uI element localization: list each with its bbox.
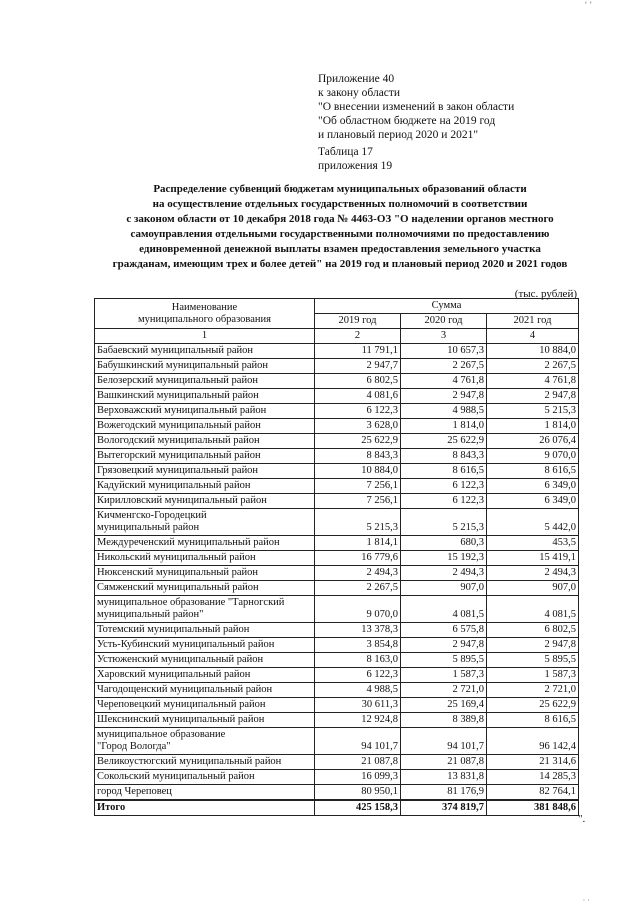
municipality-name: Бабаевский муниципальный район [95, 344, 315, 359]
table-row [95, 581, 579, 596]
amount-2021: 5 215,3 [487, 404, 579, 419]
municipality-name: Кирилловский муниципальный район [95, 494, 315, 509]
total-2019: 425 158,3 [315, 800, 401, 816]
amount-2019: 4 081,6 [315, 389, 401, 404]
table-row [95, 698, 579, 713]
subsidy-table [94, 298, 579, 816]
title-line: самоуправления отдельными государственными полномочиями по предоставлению [130, 228, 550, 240]
annex-line: к закону области [318, 87, 401, 99]
table-row [95, 464, 579, 479]
table-row [95, 404, 579, 419]
header-year-2020: 2020 год [401, 314, 487, 329]
amount-2020: 25 169,4 [401, 698, 487, 713]
amount-2021: 4 081,5 [487, 596, 579, 623]
amount-2019: 10 884,0 [315, 464, 401, 479]
table-row [95, 653, 579, 668]
amount-2020: 4 081,5 [401, 596, 487, 623]
municipality-name: Бабушкинский муниципальный район [95, 359, 315, 374]
title-line: гражданам, имеющим трех и более детей" на 2019 год и плановый период 2020 и 2021 годов [112, 258, 568, 270]
municipality-name: Устюженский муниципальный район [95, 653, 315, 668]
header-year-2021: 2021 год [487, 314, 579, 329]
table-row [95, 359, 579, 374]
amount-2019: 6 122,3 [315, 668, 401, 683]
amount-2020: 4 988,5 [401, 404, 487, 419]
municipality-name: Чагодощенский муниципальный район [95, 683, 315, 698]
amount-2020: 2 947,8 [401, 389, 487, 404]
total-2020: 374 819,7 [401, 800, 487, 816]
amount-2020: 6 575,8 [401, 623, 487, 638]
table-row [95, 683, 579, 698]
amount-2020: 5 215,3 [401, 509, 487, 536]
amount-2019: 8 163,0 [315, 653, 401, 668]
municipality-name: город Череповец [95, 785, 315, 801]
table-row [95, 638, 579, 653]
amount-2021: 5 442,0 [487, 509, 579, 536]
amount-2020: 10 657,3 [401, 344, 487, 359]
municipality-name: Кичменгско-Городецкий муниципальный район [95, 509, 315, 536]
amount-2020: 25 622,9 [401, 434, 487, 449]
amount-2021: 25 622,9 [487, 698, 579, 713]
amount-2019: 3 854,8 [315, 638, 401, 653]
page-foot-mark: · · [582, 896, 590, 905]
amount-2021: 10 884,0 [487, 344, 579, 359]
annex-block [318, 72, 514, 173]
municipality-name: Череповецкий муниципальный район [95, 698, 315, 713]
amount-2019: 11 791,1 [315, 344, 401, 359]
amount-2020: 680,3 [401, 536, 487, 551]
table-row [95, 623, 579, 638]
amount-2019: 5 215,3 [315, 509, 401, 536]
amount-2019: 2 494,3 [315, 566, 401, 581]
title-line: единовременной денежной выплаты взамен предоставления земельного участка [139, 243, 541, 255]
amount-2021: 26 076,4 [487, 434, 579, 449]
amount-2021: 82 764,1 [487, 785, 579, 801]
amount-2019: 21 087,8 [315, 755, 401, 770]
amount-2021: 21 314,6 [487, 755, 579, 770]
amount-2020: 6 122,3 [401, 494, 487, 509]
table-row [95, 596, 579, 623]
amount-2020: 15 192,3 [401, 551, 487, 566]
municipality-name: Междуреченский муниципальный район [95, 536, 315, 551]
amount-2019: 80 950,1 [315, 785, 401, 801]
table-body [95, 344, 579, 801]
document-title [95, 182, 585, 272]
annex-line: "Об областном бюджете на 2019 год [318, 115, 496, 127]
amount-2020: 81 176,9 [401, 785, 487, 801]
amount-2020: 8 843,3 [401, 449, 487, 464]
table-row [95, 344, 579, 359]
amount-2021: 2 721,0 [487, 683, 579, 698]
amount-2019: 6 122,3 [315, 404, 401, 419]
amount-2021: 1 587,3 [487, 668, 579, 683]
amount-2020: 2 267,5 [401, 359, 487, 374]
amount-2020: 4 761,8 [401, 374, 487, 389]
page-corner-mark: ‘ ’ [584, 0, 592, 9]
municipality-name: муниципальное образование "Тарногский муниципальный район" [95, 596, 315, 623]
amount-2020: 2 494,3 [401, 566, 487, 581]
amount-2021: 8 616,5 [487, 713, 579, 728]
amount-2020: 1 587,3 [401, 668, 487, 683]
annex-line: и плановый период 2020 и 2021" [318, 129, 479, 141]
annex-line: Приложение 40 [318, 73, 395, 85]
amount-2021: 6 802,5 [487, 623, 579, 638]
amount-2019: 7 256,1 [315, 494, 401, 509]
amount-2020: 8 616,5 [401, 464, 487, 479]
municipality-name: Вожегодский муниципальный район [95, 419, 315, 434]
amount-2019: 16 779,6 [315, 551, 401, 566]
annex-line: "О внесении изменений в закон области [318, 101, 515, 113]
municipality-name: Вытегорский муниципальный район [95, 449, 315, 464]
municipality-name: Тотемский муниципальный район [95, 623, 315, 638]
amount-2021: 8 616,5 [487, 464, 579, 479]
table-row [95, 509, 579, 536]
header-year-2019: 2019 год [315, 314, 401, 329]
amount-2021: 453,5 [487, 536, 579, 551]
title-line: Распределение субвенций бюджетам муниципальных образований области [153, 183, 527, 195]
amount-2021: 14 285,3 [487, 770, 579, 785]
table-row [95, 755, 579, 770]
amount-2021: 5 895,5 [487, 653, 579, 668]
amount-2021: 2 267,5 [487, 359, 579, 374]
annex-table-ref: Таблица 17 [318, 146, 373, 158]
table-row [95, 479, 579, 494]
total-row [95, 800, 579, 816]
amount-2019: 12 924,8 [315, 713, 401, 728]
amount-2020: 907,0 [401, 581, 487, 596]
municipality-name: Никольский муниципальный район [95, 551, 315, 566]
amount-2021: 4 761,8 [487, 374, 579, 389]
municipality-name: Верховажский муниципальный район [95, 404, 315, 419]
amount-2020: 6 122,3 [401, 479, 487, 494]
municipality-name: Сокольский муниципальный район [95, 770, 315, 785]
table-row [95, 551, 579, 566]
amount-2019: 30 611,3 [315, 698, 401, 713]
amount-2019: 9 070,0 [315, 596, 401, 623]
amount-2021: 6 349,0 [487, 479, 579, 494]
amount-2021: 2 494,3 [487, 566, 579, 581]
closing-quote: ". [578, 813, 586, 825]
amount-2019: 1 814,1 [315, 536, 401, 551]
column-index: 2 [315, 329, 401, 344]
municipality-name: Нюксенский муниципальный район [95, 566, 315, 581]
amount-2021: 6 349,0 [487, 494, 579, 509]
amount-2019: 3 628,0 [315, 419, 401, 434]
municipality-name: Великоустюгский муниципальный район [95, 755, 315, 770]
amount-2021: 2 947,8 [487, 638, 579, 653]
amount-2021: 907,0 [487, 581, 579, 596]
amount-2020: 2 947,8 [401, 638, 487, 653]
amount-2021: 15 419,1 [487, 551, 579, 566]
table-row [95, 566, 579, 581]
units-label: (тыс. рублей) [514, 288, 577, 300]
table-row [95, 713, 579, 728]
amount-2020: 94 101,7 [401, 728, 487, 755]
amount-2019: 2 947,7 [315, 359, 401, 374]
municipality-name: Усть-Кубинский муниципальный район [95, 638, 315, 653]
amount-2021: 96 142,4 [487, 728, 579, 755]
amount-2019: 8 843,3 [315, 449, 401, 464]
municipality-name: Вологодский муниципальный район [95, 434, 315, 449]
table-row [95, 770, 579, 785]
municipality-name: Шекснинский муниципальный район [95, 713, 315, 728]
municipality-name: Грязовецкий муниципальный район [95, 464, 315, 479]
header-sum: Сумма [315, 299, 579, 314]
total-2021: 381 848,6 [487, 800, 579, 816]
column-index: 4 [487, 329, 579, 344]
municipality-name: Вашкинский муниципальный район [95, 389, 315, 404]
table-row [95, 536, 579, 551]
municipality-name: Харовский муниципальный район [95, 668, 315, 683]
municipality-name: муниципальное образование "Город Вологда" [95, 728, 315, 755]
amount-2019: 25 622,9 [315, 434, 401, 449]
column-index: 1 [95, 329, 315, 344]
table-row [95, 494, 579, 509]
column-index: 3 [401, 329, 487, 344]
municipality-name: Белозерский муниципальный район [95, 374, 315, 389]
total-label: Итого [95, 800, 315, 816]
table-row [95, 785, 579, 801]
amount-2019: 4 988,5 [315, 683, 401, 698]
table-row [95, 668, 579, 683]
annex-line: приложения 19 [318, 160, 393, 172]
amount-2019: 7 256,1 [315, 479, 401, 494]
table-row [95, 374, 579, 389]
amount-2020: 8 389,8 [401, 713, 487, 728]
amount-2021: 2 947,8 [487, 389, 579, 404]
title-line: с законом области от 10 декабря 2018 года № 4463-ОЗ "О наделении органов местного [126, 213, 554, 225]
amount-2021: 9 070,0 [487, 449, 579, 464]
table-row [95, 728, 579, 755]
amount-2020: 21 087,8 [401, 755, 487, 770]
amount-2019: 94 101,7 [315, 728, 401, 755]
header-name: Наименование муниципального образования [95, 299, 315, 329]
table-row [95, 449, 579, 464]
amount-2019: 6 802,5 [315, 374, 401, 389]
amount-2020: 2 721,0 [401, 683, 487, 698]
amount-2020: 5 895,5 [401, 653, 487, 668]
amount-2019: 2 267,5 [315, 581, 401, 596]
amount-2019: 13 378,3 [315, 623, 401, 638]
amount-2020: 13 831,8 [401, 770, 487, 785]
title-line: на осуществление отдельных государственных полномочий в соответствии [152, 198, 528, 210]
table-row [95, 434, 579, 449]
amount-2021: 1 814,0 [487, 419, 579, 434]
amount-2019: 16 099,3 [315, 770, 401, 785]
municipality-name: Сямженский муниципальный район [95, 581, 315, 596]
municipality-name: Кадуйский муниципальный район [95, 479, 315, 494]
table-row [95, 419, 579, 434]
amount-2020: 1 814,0 [401, 419, 487, 434]
table-row [95, 389, 579, 404]
